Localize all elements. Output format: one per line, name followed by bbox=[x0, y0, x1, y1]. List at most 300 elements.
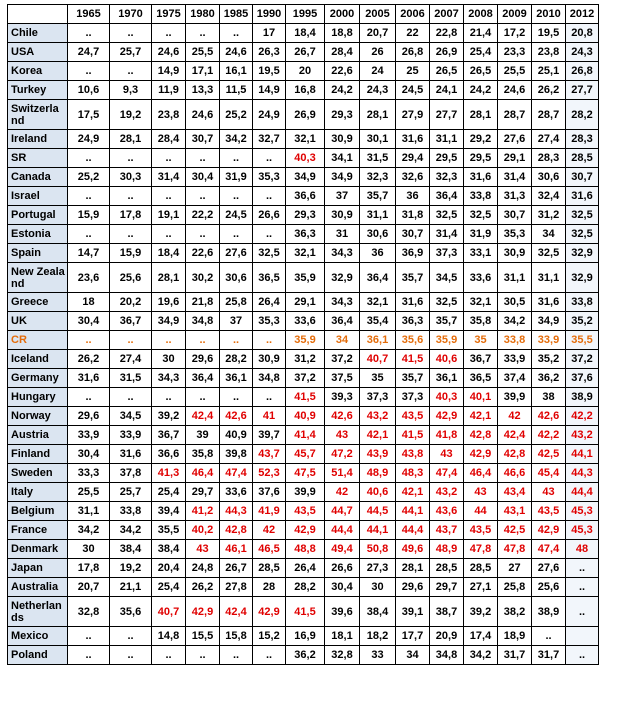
table-row bbox=[8, 388, 599, 407]
value-cell: 14,9 bbox=[152, 62, 186, 81]
value-cell: 24,5 bbox=[220, 206, 253, 225]
value-cell: .. bbox=[68, 388, 110, 407]
value-cell: 18,2 bbox=[360, 627, 396, 646]
value-cell: 41,5 bbox=[396, 426, 430, 445]
value-cell: 28 bbox=[253, 578, 286, 597]
value-cell: 24 bbox=[360, 62, 396, 81]
value-cell: 31,6 bbox=[68, 369, 110, 388]
value-cell: 26 bbox=[360, 43, 396, 62]
value-cell: 33,3 bbox=[68, 464, 110, 483]
value-cell: .. bbox=[186, 149, 220, 168]
value-cell: 33,8 bbox=[464, 187, 498, 206]
year-header: 1985 bbox=[220, 5, 253, 24]
value-cell: 43,2 bbox=[566, 426, 599, 445]
value-cell: 26,5 bbox=[430, 62, 464, 81]
year-header: 2012 bbox=[566, 5, 599, 24]
value-cell: 17,8 bbox=[68, 559, 110, 578]
value-cell: 32,9 bbox=[325, 263, 360, 293]
value-cell: .. bbox=[152, 225, 186, 244]
value-cell: 34,9 bbox=[152, 312, 186, 331]
value-cell: 26,9 bbox=[286, 100, 325, 130]
value-cell: 28,5 bbox=[566, 149, 599, 168]
value-cell: 43,7 bbox=[430, 521, 464, 540]
value-cell: 24,3 bbox=[360, 81, 396, 100]
year-header: 1995 bbox=[286, 5, 325, 24]
value-cell: .. bbox=[220, 388, 253, 407]
value-cell: 14,9 bbox=[253, 81, 286, 100]
table-row bbox=[8, 445, 599, 464]
value-cell: 35,8 bbox=[464, 312, 498, 331]
value-cell: 38 bbox=[532, 388, 566, 407]
value-cell: 39,9 bbox=[498, 388, 532, 407]
value-cell: .. bbox=[532, 627, 566, 646]
value-cell: .. bbox=[186, 24, 220, 43]
value-cell: .. bbox=[220, 646, 253, 665]
country-name: France bbox=[8, 521, 68, 540]
value-cell: 34,2 bbox=[110, 521, 152, 540]
value-cell: 31,2 bbox=[286, 350, 325, 369]
value-cell: 37,3 bbox=[430, 244, 464, 263]
value-cell: 43,5 bbox=[532, 502, 566, 521]
value-cell: .. bbox=[110, 187, 152, 206]
value-cell: 28,2 bbox=[220, 350, 253, 369]
value-cell: 22 bbox=[396, 24, 430, 43]
value-cell: 27,9 bbox=[396, 100, 430, 130]
value-cell: 24,6 bbox=[152, 43, 186, 62]
value-cell: 26,3 bbox=[253, 43, 286, 62]
table-row bbox=[8, 521, 599, 540]
value-cell: 34,2 bbox=[220, 130, 253, 149]
value-cell: .. bbox=[220, 149, 253, 168]
value-cell: 27,4 bbox=[110, 350, 152, 369]
value-cell: 14,8 bbox=[152, 627, 186, 646]
value-cell: 36,7 bbox=[152, 426, 186, 445]
country-name: Korea bbox=[8, 62, 68, 81]
table-row bbox=[8, 502, 599, 521]
value-cell: 31,6 bbox=[532, 293, 566, 312]
value-cell: 41,9 bbox=[253, 502, 286, 521]
value-cell: 28,1 bbox=[152, 263, 186, 293]
value-cell: 38,2 bbox=[498, 597, 532, 627]
value-cell: 32,5 bbox=[566, 225, 599, 244]
value-cell: 33,9 bbox=[532, 331, 566, 350]
table-row bbox=[8, 426, 599, 445]
value-cell: 37 bbox=[220, 312, 253, 331]
table-row bbox=[8, 331, 599, 350]
value-cell: 42,1 bbox=[396, 483, 430, 502]
value-cell: 36,3 bbox=[396, 312, 430, 331]
value-cell: .. bbox=[110, 225, 152, 244]
value-cell: 40,7 bbox=[152, 597, 186, 627]
value-cell: .. bbox=[253, 187, 286, 206]
value-cell: 27,7 bbox=[430, 100, 464, 130]
value-cell: 19,6 bbox=[152, 293, 186, 312]
table-row bbox=[8, 578, 599, 597]
year-header: 2007 bbox=[430, 5, 464, 24]
value-cell: 32,1 bbox=[360, 293, 396, 312]
value-cell: 31,5 bbox=[110, 369, 152, 388]
value-cell: 30,9 bbox=[253, 350, 286, 369]
value-cell: 41,4 bbox=[286, 426, 325, 445]
value-cell: 30,9 bbox=[498, 244, 532, 263]
value-cell: 43,8 bbox=[396, 445, 430, 464]
value-cell: 33,1 bbox=[464, 244, 498, 263]
value-cell: 36,1 bbox=[430, 369, 464, 388]
table-row bbox=[8, 24, 599, 43]
header-corner bbox=[8, 5, 68, 24]
value-cell: 24,5 bbox=[396, 81, 430, 100]
value-cell: 35,7 bbox=[396, 369, 430, 388]
value-cell: 28,7 bbox=[532, 100, 566, 130]
value-cell: 42,6 bbox=[220, 407, 253, 426]
value-cell: 35,7 bbox=[430, 312, 464, 331]
value-cell: 37,3 bbox=[360, 388, 396, 407]
value-cell: .. bbox=[186, 388, 220, 407]
value-cell: 33,6 bbox=[286, 312, 325, 331]
value-cell: 23,3 bbox=[498, 43, 532, 62]
value-cell: .. bbox=[110, 646, 152, 665]
value-cell: 29,5 bbox=[430, 149, 464, 168]
value-cell: .. bbox=[253, 149, 286, 168]
value-cell: 29,2 bbox=[464, 130, 498, 149]
table-row bbox=[8, 149, 599, 168]
value-cell: 39 bbox=[186, 426, 220, 445]
value-cell: 20,7 bbox=[360, 24, 396, 43]
value-cell: 33,9 bbox=[68, 426, 110, 445]
value-cell: 36,4 bbox=[430, 187, 464, 206]
value-cell: 28,1 bbox=[360, 100, 396, 130]
value-cell: 39,7 bbox=[253, 426, 286, 445]
value-cell: 31,6 bbox=[110, 445, 152, 464]
value-cell: 42,8 bbox=[464, 426, 498, 445]
value-cell: 31,4 bbox=[152, 168, 186, 187]
value-cell: 18,8 bbox=[325, 24, 360, 43]
value-cell: 46,6 bbox=[498, 464, 532, 483]
table-row bbox=[8, 407, 599, 426]
value-cell: 50,8 bbox=[360, 540, 396, 559]
value-cell: 26,2 bbox=[186, 578, 220, 597]
value-cell: .. bbox=[186, 187, 220, 206]
value-cell: 25,7 bbox=[110, 483, 152, 502]
value-cell: 44,4 bbox=[325, 521, 360, 540]
value-cell: 27,6 bbox=[498, 130, 532, 149]
year-header: 2009 bbox=[498, 5, 532, 24]
value-cell: .. bbox=[566, 559, 599, 578]
value-cell: 27 bbox=[498, 559, 532, 578]
value-cell: 42,4 bbox=[220, 597, 253, 627]
value-cell: 26,8 bbox=[566, 62, 599, 81]
value-cell: 37,6 bbox=[566, 369, 599, 388]
value-cell: 30,7 bbox=[566, 168, 599, 187]
value-cell: .. bbox=[253, 225, 286, 244]
table-row bbox=[8, 100, 599, 130]
year-header: 2000 bbox=[325, 5, 360, 24]
country-name: Poland bbox=[8, 646, 68, 665]
value-cell: 29,6 bbox=[68, 407, 110, 426]
year-header: 1975 bbox=[152, 5, 186, 24]
value-cell: 16,8 bbox=[286, 81, 325, 100]
value-cell: 43 bbox=[464, 483, 498, 502]
value-cell: 32,8 bbox=[325, 646, 360, 665]
table-row bbox=[8, 263, 599, 293]
value-cell: 35,3 bbox=[253, 312, 286, 331]
value-cell: 45,7 bbox=[286, 445, 325, 464]
value-cell: 34 bbox=[396, 646, 430, 665]
value-cell: 25,5 bbox=[498, 62, 532, 81]
value-cell: 42,9 bbox=[464, 445, 498, 464]
value-cell: .. bbox=[68, 646, 110, 665]
value-cell: 28,5 bbox=[464, 559, 498, 578]
year-header: 2010 bbox=[532, 5, 566, 24]
value-cell: 15,9 bbox=[110, 244, 152, 263]
value-cell: 42,9 bbox=[286, 521, 325, 540]
value-cell: 25,5 bbox=[68, 483, 110, 502]
value-cell: .. bbox=[152, 149, 186, 168]
table-row bbox=[8, 369, 599, 388]
value-cell: 37,5 bbox=[325, 369, 360, 388]
value-cell: 25,2 bbox=[68, 168, 110, 187]
value-cell: 28,2 bbox=[286, 578, 325, 597]
value-cell: 33,6 bbox=[220, 483, 253, 502]
value-cell: 30,9 bbox=[325, 206, 360, 225]
country-name: Austria bbox=[8, 426, 68, 445]
value-cell: 30 bbox=[68, 540, 110, 559]
value-cell: 39,2 bbox=[464, 597, 498, 627]
value-cell: 27,6 bbox=[532, 559, 566, 578]
value-cell: 44,3 bbox=[220, 502, 253, 521]
value-cell: 43 bbox=[325, 426, 360, 445]
value-cell: 30,5 bbox=[498, 293, 532, 312]
value-cell: 44,4 bbox=[396, 521, 430, 540]
value-cell: 37,4 bbox=[498, 369, 532, 388]
country-name: Chile bbox=[8, 24, 68, 43]
value-cell: 31,9 bbox=[220, 168, 253, 187]
value-cell: 40,9 bbox=[286, 407, 325, 426]
value-cell: 35,9 bbox=[430, 331, 464, 350]
value-cell: 47,2 bbox=[325, 445, 360, 464]
value-cell: 36 bbox=[396, 187, 430, 206]
value-cell: .. bbox=[253, 646, 286, 665]
value-cell: 34,5 bbox=[110, 407, 152, 426]
table-row bbox=[8, 206, 599, 225]
value-cell: 38,4 bbox=[110, 540, 152, 559]
value-cell: 42,4 bbox=[186, 407, 220, 426]
value-cell: 17,7 bbox=[396, 627, 430, 646]
value-cell: 34,2 bbox=[464, 646, 498, 665]
value-cell: 51,4 bbox=[325, 464, 360, 483]
value-cell: .. bbox=[110, 627, 152, 646]
year-header: 2008 bbox=[464, 5, 498, 24]
value-cell: 36,5 bbox=[464, 369, 498, 388]
country-name: Sweden bbox=[8, 464, 68, 483]
value-cell: .. bbox=[110, 331, 152, 350]
value-cell: 34,3 bbox=[325, 293, 360, 312]
value-cell: 30,1 bbox=[360, 130, 396, 149]
value-cell: 31,7 bbox=[498, 646, 532, 665]
value-cell: 34,2 bbox=[68, 521, 110, 540]
value-cell: .. bbox=[220, 24, 253, 43]
header-row bbox=[8, 5, 599, 24]
value-cell: 31,2 bbox=[532, 206, 566, 225]
value-cell: 34,9 bbox=[325, 168, 360, 187]
country-name: Switzerland bbox=[8, 100, 68, 130]
value-cell: 16,9 bbox=[286, 627, 325, 646]
table-row bbox=[8, 225, 599, 244]
country-name: New Zealand bbox=[8, 263, 68, 293]
value-cell: 20 bbox=[286, 62, 325, 81]
country-name: Belgium bbox=[8, 502, 68, 521]
country-name: Canada bbox=[8, 168, 68, 187]
value-cell: 42,1 bbox=[464, 407, 498, 426]
value-cell: 26,9 bbox=[430, 43, 464, 62]
value-cell: 33 bbox=[360, 646, 396, 665]
value-cell: 37,6 bbox=[253, 483, 286, 502]
value-cell: 42,8 bbox=[220, 521, 253, 540]
value-cell: 35,7 bbox=[396, 263, 430, 293]
year-header: 1970 bbox=[110, 5, 152, 24]
value-cell: 28,1 bbox=[110, 130, 152, 149]
value-cell: 15,9 bbox=[68, 206, 110, 225]
value-cell: 35 bbox=[360, 369, 396, 388]
value-cell: 16,1 bbox=[220, 62, 253, 81]
value-cell: 32,5 bbox=[566, 206, 599, 225]
value-cell: 33,9 bbox=[498, 350, 532, 369]
value-cell: 46,4 bbox=[464, 464, 498, 483]
value-cell: 40,9 bbox=[220, 426, 253, 445]
value-cell: 31,4 bbox=[498, 168, 532, 187]
value-cell: 36,1 bbox=[220, 369, 253, 388]
value-cell: .. bbox=[110, 24, 152, 43]
value-cell: .. bbox=[152, 388, 186, 407]
value-cell: 32,1 bbox=[464, 293, 498, 312]
value-cell: 42,5 bbox=[532, 445, 566, 464]
value-cell: 19,5 bbox=[253, 62, 286, 81]
value-cell: 29,3 bbox=[286, 206, 325, 225]
value-cell: 25,4 bbox=[152, 483, 186, 502]
value-cell: 48,8 bbox=[286, 540, 325, 559]
value-cell: 19,1 bbox=[152, 206, 186, 225]
country-name: Spain bbox=[8, 244, 68, 263]
value-cell: 40,2 bbox=[186, 521, 220, 540]
value-cell: 31,1 bbox=[68, 502, 110, 521]
value-cell: 21,4 bbox=[464, 24, 498, 43]
value-cell: 32,8 bbox=[68, 597, 110, 627]
value-cell: 36,4 bbox=[186, 369, 220, 388]
value-cell: 42,6 bbox=[325, 407, 360, 426]
value-cell: 26,8 bbox=[396, 43, 430, 62]
country-name: Greece bbox=[8, 293, 68, 312]
value-cell: 47,8 bbox=[498, 540, 532, 559]
value-cell: 31,1 bbox=[532, 263, 566, 293]
value-cell: 31,6 bbox=[464, 168, 498, 187]
value-cell: 30,7 bbox=[186, 130, 220, 149]
value-cell: 34,8 bbox=[430, 646, 464, 665]
country-name: USA bbox=[8, 43, 68, 62]
country-name: CR bbox=[8, 331, 68, 350]
value-cell: 19,2 bbox=[110, 100, 152, 130]
table-row bbox=[8, 646, 599, 665]
value-cell: 42,8 bbox=[498, 445, 532, 464]
value-cell: 48,9 bbox=[360, 464, 396, 483]
value-cell: 35,6 bbox=[110, 597, 152, 627]
value-cell: 30 bbox=[152, 350, 186, 369]
value-cell: 30,2 bbox=[186, 263, 220, 293]
value-cell: 34,9 bbox=[532, 312, 566, 331]
value-cell: 47,4 bbox=[532, 540, 566, 559]
value-cell: .. bbox=[220, 331, 253, 350]
value-cell: 29,3 bbox=[325, 100, 360, 130]
value-cell: 25,4 bbox=[152, 578, 186, 597]
value-cell: .. bbox=[152, 24, 186, 43]
value-cell: .. bbox=[68, 225, 110, 244]
value-cell: .. bbox=[68, 149, 110, 168]
value-cell: 29,7 bbox=[430, 578, 464, 597]
value-cell: 30,3 bbox=[110, 168, 152, 187]
value-cell: 48,9 bbox=[430, 540, 464, 559]
value-cell: 34,1 bbox=[325, 149, 360, 168]
value-cell: 23,8 bbox=[532, 43, 566, 62]
country-name: Iceland bbox=[8, 350, 68, 369]
value-cell: 28,3 bbox=[566, 130, 599, 149]
value-cell: 32,7 bbox=[253, 130, 286, 149]
value-cell: .. bbox=[68, 24, 110, 43]
value-cell: 30,4 bbox=[186, 168, 220, 187]
value-cell: 47,4 bbox=[220, 464, 253, 483]
value-cell: 41,5 bbox=[286, 388, 325, 407]
value-cell: 42,9 bbox=[430, 407, 464, 426]
value-cell: 29,7 bbox=[186, 483, 220, 502]
value-cell: 28,4 bbox=[152, 130, 186, 149]
value-cell: 45,4 bbox=[532, 464, 566, 483]
value-cell: .. bbox=[566, 578, 599, 597]
value-cell: 25,5 bbox=[186, 43, 220, 62]
country-name: Turkey bbox=[8, 81, 68, 100]
value-cell: 37,3 bbox=[396, 388, 430, 407]
value-cell: 17,5 bbox=[68, 100, 110, 130]
table-row bbox=[8, 597, 599, 627]
value-cell: 28,4 bbox=[325, 43, 360, 62]
value-cell: 22,8 bbox=[430, 24, 464, 43]
value-cell: 30 bbox=[360, 578, 396, 597]
value-cell: 37 bbox=[325, 187, 360, 206]
value-cell: 32,1 bbox=[286, 130, 325, 149]
value-cell: 22,6 bbox=[325, 62, 360, 81]
value-cell: 25,7 bbox=[110, 43, 152, 62]
value-cell: 32,5 bbox=[430, 293, 464, 312]
value-cell: 43,5 bbox=[396, 407, 430, 426]
value-cell: 38,7 bbox=[430, 597, 464, 627]
value-cell: 28,3 bbox=[532, 149, 566, 168]
value-cell: 31,1 bbox=[430, 130, 464, 149]
value-cell: 35,3 bbox=[253, 168, 286, 187]
value-cell: 30,4 bbox=[325, 578, 360, 597]
value-cell: 18,1 bbox=[325, 627, 360, 646]
value-cell: 24,7 bbox=[68, 43, 110, 62]
value-cell: .. bbox=[152, 646, 186, 665]
value-cell: 37,2 bbox=[286, 369, 325, 388]
value-cell: 27,6 bbox=[220, 244, 253, 263]
value-cell: 42 bbox=[325, 483, 360, 502]
value-cell: 32,5 bbox=[253, 244, 286, 263]
value-cell: .. bbox=[186, 225, 220, 244]
year-header: 1990 bbox=[253, 5, 286, 24]
table-row bbox=[8, 187, 599, 206]
value-cell: 31,6 bbox=[566, 187, 599, 206]
value-cell: 34,5 bbox=[430, 263, 464, 293]
value-cell: 26,5 bbox=[464, 62, 498, 81]
year-header: 1965 bbox=[68, 5, 110, 24]
value-cell: 15,2 bbox=[253, 627, 286, 646]
